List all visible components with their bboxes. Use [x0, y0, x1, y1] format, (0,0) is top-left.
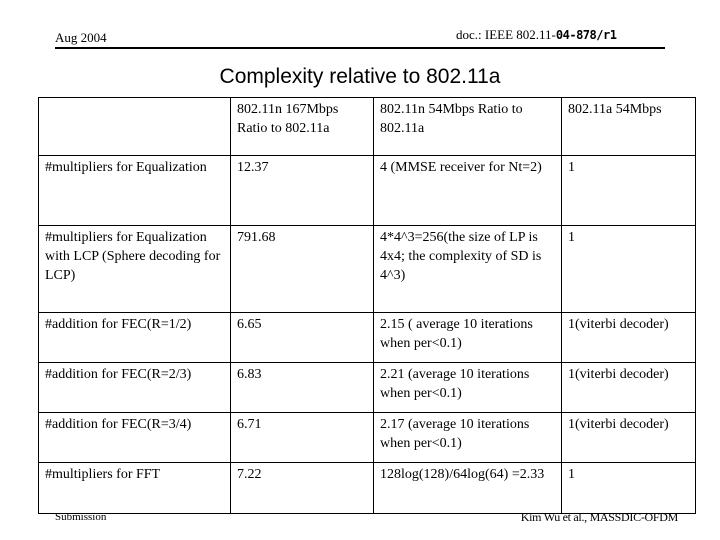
complexity-table	[38, 97, 696, 514]
table-header-cell: 802.11n 54Mbps Ratio to 802.11a	[374, 98, 562, 156]
table-cell: 4 (MMSE receiver for Nt=2)	[374, 156, 562, 226]
table-cell: 6.65	[231, 313, 374, 363]
table-cell: #addition for FEC(R=1/2)	[39, 313, 231, 363]
table-cell: 128log(128)/64log(64) =2.33	[374, 463, 562, 514]
header-doc-prefix: doc.: IEEE 802.11-	[456, 27, 556, 42]
table-cell: #multipliers for Equalization with LCP (Sphere decoding for LCP)	[39, 226, 231, 313]
table-cell: 2.21 (average 10 iterations when per<0.1)	[374, 363, 562, 413]
table-row	[39, 226, 696, 313]
footer-submission: Submission	[55, 511, 107, 523]
table-cell: 1	[562, 156, 696, 226]
table-row	[39, 363, 696, 413]
table-row	[39, 413, 696, 463]
table-cell: 2.17 (average 10 iterations when per<0.1)	[374, 413, 562, 463]
table-cell: 1	[562, 463, 696, 514]
table-cell: 6.83	[231, 363, 374, 413]
slide-title: Complexity relative to 802.11a	[219, 65, 501, 88]
footer-author: Kim Wu et al., MASSDIC-OFDM	[520, 510, 678, 524]
table-cell: 1(viterbi decoder)	[562, 363, 696, 413]
table-cell: 1(viterbi decoder)	[562, 413, 696, 463]
table-header-cell: 802.11a 54Mbps	[562, 98, 696, 156]
table-cell: #multipliers for Equalization	[39, 156, 231, 226]
header-doc-id	[456, 27, 616, 43]
header-rule	[55, 47, 665, 49]
table-cell: 6.71	[231, 413, 374, 463]
table-row	[39, 156, 696, 226]
table-row	[39, 313, 696, 363]
table-header-cell	[39, 98, 231, 156]
table-cell: 4*4^3=256(the size of LP is 4x4; the complexity of SD is 4^3)	[374, 226, 562, 313]
table-header-cell: 802.11n 167Mbps Ratio to 802.11a	[231, 98, 374, 156]
table-cell: 12.37	[231, 156, 374, 226]
header-doc-number: 04-878/r1	[555, 28, 617, 42]
table-cell: 1(viterbi decoder)	[562, 313, 696, 363]
table-cell: 791.68	[231, 226, 374, 313]
table-cell: #addition for FEC(R=2/3)	[39, 363, 231, 413]
table-cell: 7.22	[231, 463, 374, 514]
header-date: Aug 2004	[55, 30, 107, 45]
table-cell: 1	[562, 226, 696, 313]
table-cell: 2.15 ( average 10 iterations when per<0.1)	[374, 313, 562, 363]
table-cell: #multipliers for FFT	[39, 463, 231, 514]
table-cell: #addition for FEC(R=3/4)	[39, 413, 231, 463]
table-header-row	[39, 98, 696, 156]
table-row	[39, 463, 696, 514]
